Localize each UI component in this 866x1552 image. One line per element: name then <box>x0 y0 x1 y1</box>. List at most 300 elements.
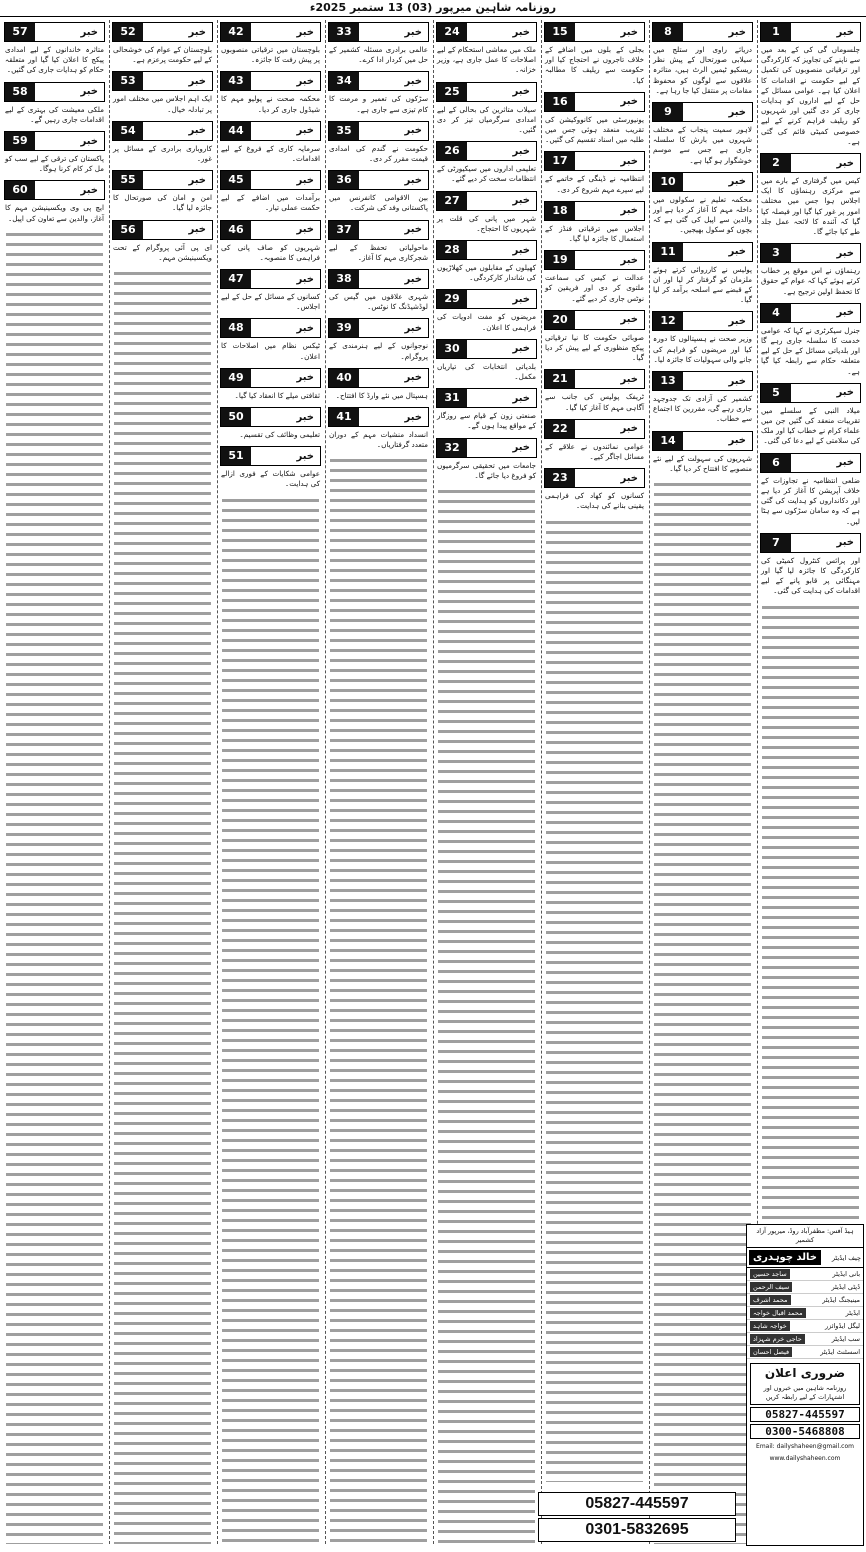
item-number: 28 <box>437 241 467 259</box>
item-label: خبر <box>512 244 530 256</box>
item-header <box>760 453 861 473</box>
news-item <box>759 243 862 297</box>
news-item <box>435 191 538 234</box>
item-label: خبر <box>404 224 422 236</box>
item-label: خبر <box>188 174 206 186</box>
item-header <box>760 243 861 263</box>
item-label: خبر <box>188 26 206 38</box>
item-label: خبر <box>728 375 746 387</box>
item-header <box>436 289 537 309</box>
news-item <box>759 533 862 597</box>
news-item <box>435 438 538 481</box>
news-item <box>543 310 646 364</box>
text-filler <box>762 603 859 1220</box>
item-header <box>436 191 537 211</box>
item-text: ہسپتال میں نئے وارڈ کا افتتاح۔ <box>335 390 428 400</box>
item-label: خبر <box>836 157 854 169</box>
item-label: خبر <box>404 273 422 285</box>
item-number: 54 <box>113 122 143 140</box>
item-header <box>220 22 321 42</box>
news-item <box>543 92 646 146</box>
item-header <box>760 383 861 403</box>
news-item <box>327 269 430 312</box>
item-number: 21 <box>545 370 575 388</box>
item-number: 37 <box>329 221 359 239</box>
item-text: تعلیمی اداروں میں سیکیورٹی کے انتظامات سخت کر دیے گئے۔ <box>437 164 536 184</box>
staff-name: محمد اشرف <box>750 1295 791 1305</box>
item-label: خبر <box>296 26 314 38</box>
news-item <box>543 369 646 412</box>
item-header <box>544 468 645 488</box>
item-number: 6 <box>761 454 791 472</box>
item-text: اور پرائس کنٹرول کمیٹی کی کارکردگی کا جائزہ لیا گیا اور مہنگائی پر قابو پانے کے لیے اقدامات کی ہدایت کی گئی۔ <box>761 555 860 596</box>
item-label: خبر <box>620 472 638 484</box>
news-column <box>111 20 214 1544</box>
staff-name: سیف الرحمن <box>750 1282 792 1292</box>
item-header <box>328 170 429 190</box>
item-text: ثقافتی میلے کا انعقاد کیا گیا۔ <box>234 390 320 400</box>
item-label: خبر <box>296 450 314 462</box>
news-item <box>219 368 322 401</box>
news-item <box>651 242 754 306</box>
news-item <box>111 71 214 114</box>
item-number: 35 <box>329 122 359 140</box>
news-column <box>3 20 106 1544</box>
item-text: عوامی شکایات کے فوری ازالے کی ہدایت۔ <box>221 469 320 489</box>
item-header <box>328 22 429 42</box>
mast-phone-1: 05827-445597 <box>750 1407 860 1422</box>
item-label: خبر <box>296 224 314 236</box>
news-item <box>219 22 322 65</box>
item-number: 57 <box>5 23 35 41</box>
item-label: خبر <box>80 26 98 38</box>
item-text: دریائے راوی اور ستلج میں سیلابی صورتحال کے پیش نظر ریسکیو ٹیمیں الرٹ ہیں، متاثرہ علاقوں سے لوگوں کو محفوظ مقامات پر منتقل کیا جا رہا ہے۔ <box>653 45 752 95</box>
item-number: 13 <box>653 372 683 390</box>
item-header <box>544 201 645 221</box>
item-label: خبر <box>296 125 314 137</box>
news-item <box>435 339 538 382</box>
item-text: صنعتی زون کے قیام سے روزگار کے مواقع پیدا ہوں گے۔ <box>437 411 536 431</box>
item-text: کاروباری برادری کے مسائل پر غور۔ <box>113 143 212 164</box>
item-label: خبر <box>836 307 854 319</box>
item-number: 40 <box>329 369 359 387</box>
news-column <box>759 20 862 1220</box>
item-number: 52 <box>113 23 143 41</box>
item-number: 34 <box>329 72 359 90</box>
text-filler <box>222 496 319 1544</box>
item-label: خبر <box>512 442 530 454</box>
item-number: 50 <box>221 408 251 426</box>
item-header <box>328 318 429 338</box>
item-text: پولیس نے کارروائی کرتے ہوئے ملزمان کو گرفتار کر لیا اور ان کے قبضے سے اسلحہ برآمد کر لیا گیا۔ <box>653 264 752 305</box>
staff-role: لیگل ایڈوائزر <box>824 1322 860 1330</box>
item-header <box>112 220 213 240</box>
masthead-email: Email: dailyshaheen@gmail.com <box>756 1443 854 1450</box>
item-label: خبر <box>836 387 854 399</box>
news-item <box>3 131 106 174</box>
item-header <box>652 242 753 262</box>
item-header <box>4 131 105 151</box>
news-item <box>219 170 322 213</box>
news-item <box>651 22 754 96</box>
item-label: خبر <box>620 423 638 435</box>
item-number: 16 <box>545 93 575 111</box>
item-header <box>544 250 645 270</box>
item-text: ملک میں معاشی استحکام کے لیے اصلاحات کا عمل جاری ہے، وزیر خزانہ۔ <box>437 45 536 75</box>
item-number: 29 <box>437 290 467 308</box>
item-header <box>760 153 861 173</box>
news-item <box>327 22 430 65</box>
chief-editor-role: چیف ایڈیٹر <box>831 1253 861 1262</box>
item-number: 60 <box>5 181 35 199</box>
ad-phone-1: 05827-445597 <box>538 1492 736 1516</box>
item-text: پاکستان کی ترقی کے لیے سب کو مل کر کام کرنا ہوگا۔ <box>5 154 104 174</box>
item-number: 25 <box>437 83 467 101</box>
item-text: شہریوں کی سہولت کے لیے نئے منصوبے کا افتتاح کر دیا گیا۔ <box>653 453 752 473</box>
text-filler <box>6 230 103 1544</box>
news-item <box>651 431 754 474</box>
item-text: شہری علاقوں میں گیس کی لوڈشیڈنگ کا نوٹس۔ <box>329 292 428 312</box>
staff-list <box>747 1268 863 1359</box>
staff-name: خواجہ شاہد <box>750 1321 790 1331</box>
item-number: 10 <box>653 173 683 191</box>
news-item <box>327 170 430 213</box>
item-header <box>760 22 861 42</box>
staff-role: ایڈیٹر <box>845 1309 860 1317</box>
staff-row <box>747 1320 863 1333</box>
item-text: کشمیر کی آزادی تک جدوجہد جاری رہے گی، مقررین کا اجتماع سے خطاب۔ <box>653 394 752 424</box>
news-item <box>3 180 106 223</box>
item-header <box>220 407 321 427</box>
news-item <box>111 22 214 65</box>
news-item <box>327 368 430 401</box>
staff-name: فیصل احسان <box>750 1347 792 1357</box>
item-label: خبر <box>620 254 638 266</box>
item-text: سڑکوں کی تعمیر و مرمت کا کام تیزی سے جاری ہے۔ <box>329 94 428 114</box>
item-text: ملکی معیشت کی بہتری کے لیے اقدامات جاری رہیں گے۔ <box>5 104 104 124</box>
news-item <box>327 318 430 361</box>
item-header <box>544 419 645 439</box>
item-number: 56 <box>113 221 143 239</box>
item-text: جامعات میں تحقیقی سرگرمیوں کو فروغ دیا جائے گا۔ <box>437 460 536 480</box>
item-number: 51 <box>221 447 251 465</box>
chief-editor-row <box>747 1247 863 1268</box>
item-header <box>220 318 321 338</box>
item-text: بلوچستان کے عوام کی خوشحالی کے لیے حکومت پرعزم ہے۔ <box>113 45 212 65</box>
item-header <box>652 172 753 192</box>
item-number: 36 <box>329 171 359 189</box>
item-number: 31 <box>437 389 467 407</box>
item-number: 1 <box>761 23 791 41</box>
item-number: 14 <box>653 432 683 450</box>
item-header <box>436 82 537 102</box>
news-item <box>759 383 862 447</box>
item-header <box>112 170 213 190</box>
news-item <box>435 22 538 76</box>
column-separator <box>109 20 110 1544</box>
item-label: خبر <box>296 322 314 334</box>
item-label: خبر <box>404 411 422 423</box>
news-item <box>435 141 538 184</box>
item-number: 26 <box>437 142 467 160</box>
chief-editor-name: خالد چوہدری <box>749 1250 821 1265</box>
item-header <box>652 371 753 391</box>
news-item <box>543 201 646 244</box>
item-header <box>436 438 537 458</box>
item-header <box>760 303 861 323</box>
news-column <box>435 20 538 1544</box>
text-filler <box>438 487 535 1544</box>
item-text: سیلاب متاثرین کی بحالی کے لیے امدادی سرگرمیاں تیز کر دی گئیں۔ <box>437 104 536 135</box>
news-item <box>435 240 538 283</box>
item-label: خبر <box>836 537 854 549</box>
item-label: خبر <box>728 315 746 327</box>
item-text: متاثرہ خاندانوں کے لیے امدادی پیکج کا اعلان کیا گیا اور متعلقہ حکام کو ہدایات جاری کی گئیں۔ <box>5 45 104 75</box>
item-text: بلدیاتی انتخابات کی تیاریاں مکمل۔ <box>437 361 536 382</box>
item-number: 20 <box>545 311 575 329</box>
item-number: 44 <box>221 122 251 140</box>
item-text: عدالت نے کیس کی سماعت ملتوی کر دی اور فریقین کو نوٹس جاری کر دیے گئے۔ <box>545 273 644 303</box>
news-item <box>543 250 646 304</box>
item-header <box>544 151 645 171</box>
item-label: خبر <box>512 145 530 157</box>
item-number: 46 <box>221 221 251 239</box>
news-item <box>435 388 538 431</box>
item-text: ٹیکس نظام میں اصلاحات کا اعلان۔ <box>221 341 320 361</box>
item-text: کیس میں گرفتاری کے بارے میں سے مرکزی رہنماؤں کا ایک اجلاس ہوا جس میں مختلف امور پر غور کیا گیا اور فیصلہ کیا گیا کہ آئندہ کا لائحہ عمل جلد طے کیا جائے گا۔ <box>761 176 860 237</box>
news-item <box>543 468 646 511</box>
item-text: حکومت نے گندم کی امدادی قیمت مقرر کر دی۔ <box>329 143 428 164</box>
item-header <box>652 431 753 451</box>
item-number: 38 <box>329 270 359 288</box>
item-label: خبر <box>620 26 638 38</box>
notice-text: روزنامہ شاہین میں خبروں اور اشتہارات کے لیے رابطہ کریں <box>763 1384 847 1401</box>
column-separator <box>217 20 218 1544</box>
item-label: خبر <box>296 174 314 186</box>
staff-role: مینیجنگ ایڈیٹر <box>822 1296 860 1304</box>
item-number: 42 <box>221 23 251 41</box>
item-label: خبر <box>512 195 530 207</box>
item-text: ماحولیاتی تحفظ کے لیے شجرکاری مہم کا آغاز۔ <box>329 242 428 262</box>
news-item <box>543 419 646 462</box>
news-item <box>3 82 106 125</box>
item-text: عوامی نمائندوں نے علاقے کے مسائل اجاگر کیے۔ <box>545 441 644 462</box>
news-item <box>219 269 322 312</box>
item-label: خبر <box>512 392 530 404</box>
item-header <box>652 102 753 122</box>
text-filler <box>114 269 211 1544</box>
news-item <box>327 407 430 450</box>
staff-name: ساجد حسین <box>750 1269 790 1279</box>
item-label: خبر <box>296 273 314 285</box>
item-header <box>544 92 645 112</box>
item-header <box>436 339 537 359</box>
item-number: 15 <box>545 23 575 41</box>
mast-phone-2: 0300-5468808 <box>750 1424 860 1439</box>
item-header <box>652 22 753 42</box>
item-text: مریضوں کو مفت ادویات کی فراہمی کا اعلان۔ <box>437 312 536 332</box>
news-item <box>543 22 646 86</box>
news-column <box>219 20 322 1544</box>
item-number: 53 <box>113 72 143 90</box>
item-text: چلسوماں گی کی کے بعد میں سے ناپنے کی تجاویز کہ کارکردگی اور ترقیاتی منصوبوں کی تکمیل کے لیے حکومت نے اقدامات کا اعلان کیا ہے۔ عوامی مسائل کے حل کے لیے اداروں کو ہدایات جاری کر دی گئیں اور شہریوں کو ریلیف فراہم کرنے کے لیے خصوصی کمیٹی قائم کی گئی ہے۔ <box>761 45 860 146</box>
item-header <box>4 180 105 200</box>
item-number: 58 <box>5 83 35 101</box>
column-separator <box>649 20 650 1544</box>
item-label: خبر <box>80 135 98 147</box>
item-header <box>220 170 321 190</box>
item-text: بلوچستان میں ترقیاتی منصوبوں پر پیش رفت کا جائزہ۔ <box>221 45 320 65</box>
item-number: 48 <box>221 319 251 337</box>
item-label: خبر <box>188 224 206 236</box>
item-number: 11 <box>653 243 683 261</box>
item-header <box>220 269 321 289</box>
item-text: شہر میں پانی کی قلت پر شہریوں کا احتجاج۔ <box>437 213 536 233</box>
staff-row <box>747 1268 863 1281</box>
item-header <box>220 446 321 466</box>
item-label: خبر <box>728 106 746 118</box>
item-header <box>328 71 429 91</box>
news-item <box>435 289 538 332</box>
news-item <box>219 318 322 361</box>
item-label: خبر <box>512 293 530 305</box>
staff-row <box>747 1294 863 1307</box>
item-text: برآمدات میں اضافے کے لیے حکمت عملی تیار۔ <box>221 193 320 213</box>
item-header <box>112 22 213 42</box>
news-item <box>651 311 754 365</box>
item-header <box>4 22 105 42</box>
news-column <box>327 20 430 1544</box>
item-text: لاہور سمیت پنجاب کے مختلف شہروں میں بارش کا سلسلہ جاری ہے جس سے موسم خوشگوار ہو گیا ہے۔ <box>653 125 752 165</box>
item-header <box>328 407 429 427</box>
item-text: میلاد النبی کے سلسلے میں تقریبات منعقد کی گئیں جن میں علماء کرام نے خطاب کیا اور ملک کی سلامتی کے لیے دعا کی گئی۔ <box>761 405 860 446</box>
news-item <box>111 220 214 263</box>
item-header <box>436 240 537 260</box>
item-header <box>544 369 645 389</box>
text-filler <box>654 480 751 1544</box>
item-label: خبر <box>728 435 746 447</box>
item-header <box>544 22 645 42</box>
item-text: انتظامیہ نے ڈینگی کے خاتمے کے لیے سپرے مہم شروع کر دی۔ <box>545 174 644 194</box>
notice-box <box>750 1363 860 1405</box>
item-number: 22 <box>545 420 575 438</box>
item-text: اجلاس میں ترقیاتی فنڈز کے استعمال کا جائزہ لیا گیا۔ <box>545 223 644 244</box>
item-label: خبر <box>620 205 638 217</box>
item-number: 45 <box>221 171 251 189</box>
news-item <box>759 153 862 237</box>
news-item <box>327 121 430 164</box>
staff-role: بانی ایڈیٹر <box>832 1270 860 1278</box>
item-label: خبر <box>512 86 530 98</box>
item-text: ٹریفک پولیس کی جانب سے آگاہی مہم کا آغاز کیا گیا۔ <box>545 392 644 412</box>
item-number: 32 <box>437 439 467 457</box>
item-number: 24 <box>437 23 467 41</box>
news-item <box>435 82 538 136</box>
item-text: یونیورسٹی میں کانووکیشن کی تقریب منعقد ہوئی جس میں طلبہ میں اسناد تقسیم کی گئیں۔ <box>545 114 644 145</box>
item-number: 41 <box>329 408 359 426</box>
news-item <box>543 151 646 194</box>
item-number: 33 <box>329 23 359 41</box>
item-text: بین الاقوامی کانفرنس میں پاکستانی وفد کی شرکت۔ <box>329 193 428 213</box>
item-number: 18 <box>545 202 575 220</box>
item-header <box>112 71 213 91</box>
item-header <box>328 220 429 240</box>
item-text: کھیلوں کے مقابلوں میں کھلاڑیوں کی شاندار کارکردگی۔ <box>437 263 536 283</box>
news-item <box>3 22 106 76</box>
masthead-website: www.dailyshaheen.com <box>769 1455 841 1462</box>
item-header <box>220 220 321 240</box>
text-filler <box>546 518 643 1482</box>
item-header <box>112 121 213 141</box>
item-header <box>544 310 645 330</box>
item-label: خبر <box>512 26 530 38</box>
item-label: خبر <box>404 174 422 186</box>
column-separator <box>325 20 326 1544</box>
news-item <box>219 220 322 263</box>
item-header <box>652 311 753 331</box>
item-label: خبر <box>296 372 314 384</box>
item-number: 43 <box>221 72 251 90</box>
item-text: ای پی آئی پروگرام کے تحت ویکسینیشن مہم۔ <box>113 242 212 262</box>
item-label: خبر <box>836 247 854 259</box>
item-header <box>436 22 537 42</box>
item-label: خبر <box>404 372 422 384</box>
item-label: خبر <box>296 411 314 423</box>
staff-name: محمد اقبال خواجہ <box>750 1308 806 1318</box>
item-label: خبر <box>728 246 746 258</box>
item-text: عالمی برادری مسئلہ کشمیر کے حل میں کردار ادا کرے۔ <box>329 45 428 65</box>
item-header <box>436 141 537 161</box>
item-number: 4 <box>761 304 791 322</box>
item-header <box>328 269 429 289</box>
item-text: تعلیمی وظائف کی تقسیم۔ <box>239 430 320 440</box>
item-header <box>220 121 321 141</box>
item-number: 49 <box>221 369 251 387</box>
column-separator <box>541 20 542 1544</box>
masthead-address: ہیڈ آفس: مظفرآباد روڈ، میرپور آزاد کشمیر <box>756 1227 854 1244</box>
news-item <box>651 102 754 166</box>
item-number: 7 <box>761 534 791 552</box>
item-text: جنرل سیکرٹری نے کہا کہ عوامی خدمت کا سلسلہ جاری رہے گا اور بلدیاتی مسائل کے حل کے لیے متعلقہ حکام سے رابطہ کیا گیا ہے۔ <box>761 325 860 376</box>
news-item <box>219 121 322 164</box>
item-text: صوبائی حکومت کا نیا ترقیاتی پیکج منظوری کے لیے پیش کر دیا گیا۔ <box>545 332 644 363</box>
news-item <box>759 303 862 377</box>
item-header <box>4 82 105 102</box>
staff-row <box>747 1346 863 1359</box>
item-text: محکمہ تعلیم نے سکولوں میں داخلہ مہم کا آغاز کر دیا ہے اور والدین سے اپیل کی گئی ہے کہ بچوں کو سکول بھیجیں۔ <box>653 194 752 235</box>
news-item <box>759 453 862 527</box>
item-label: خبر <box>728 26 746 38</box>
item-number: 39 <box>329 319 359 337</box>
item-label: خبر <box>80 86 98 98</box>
item-text: بجلی کے بلوں میں اضافے کے خلاف تاجروں نے احتجاج کیا اور حکومت سے ریلیف کا مطالبہ کیا۔ <box>545 45 644 85</box>
item-number: 23 <box>545 469 575 487</box>
item-text: انسداد منشیات مہم کے دوران متعدد گرفتاریاں۔ <box>329 430 428 450</box>
item-text: شہریوں کو صاف پانی کی فراہمی کا منصوبہ۔ <box>221 242 320 262</box>
item-label: خبر <box>620 155 638 167</box>
text-filler <box>330 456 427 1544</box>
item-header <box>220 368 321 388</box>
item-text: ایک اہم اجلاس میں مختلف امور پر تبادلہ خیال۔ <box>113 94 212 114</box>
item-label: خبر <box>620 96 638 108</box>
item-label: خبر <box>620 373 638 385</box>
staff-row <box>747 1333 863 1346</box>
item-label: خبر <box>728 176 746 188</box>
item-text: نوجوانوں کے لیے ہنرمندی کے پروگرام۔ <box>329 341 428 361</box>
item-text: سرمایہ کاری کے فروغ کے لیے اقدامات۔ <box>221 143 320 164</box>
staff-role: اسسٹنٹ ایڈیٹر <box>820 1348 860 1356</box>
masthead-box <box>746 1224 864 1546</box>
